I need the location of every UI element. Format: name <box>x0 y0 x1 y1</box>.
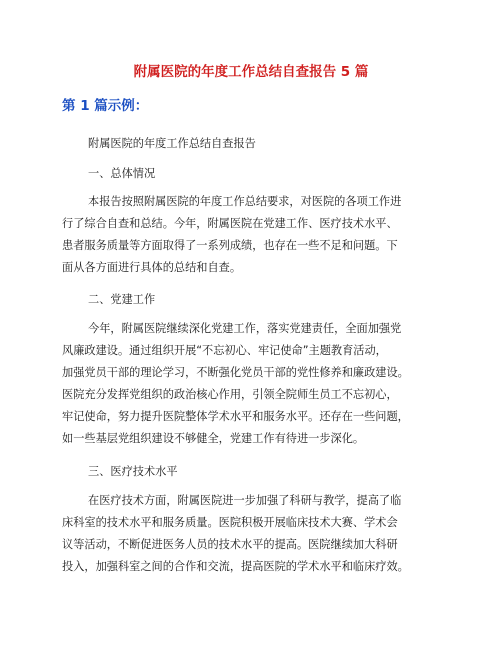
paragraph-line: 床科室的技术水平和服务质量。医院积极开展临床技术大赛、学术会 <box>62 516 398 529</box>
sample-heading: 第 1 篇示例： <box>62 98 149 114</box>
paragraph-line: 行了综合自查和总结。今年，附属医院在党建工作、医疗技术水平、 <box>62 217 398 230</box>
paragraph-line: 面从各方面进行具体的总结和自查。 <box>62 261 242 274</box>
report-subtitle: 附属医院的年度工作总结自查报告 <box>88 137 256 150</box>
document-title: 附属医院的年度工作总结自查报告 5 篇 <box>133 64 369 80</box>
paragraph-line: 医院充分发挥党组织的政治核心作用，引领全院师生员工不忘初心， <box>62 388 398 401</box>
paragraph-line: 投入，加强科室之间的合作和交流，提高医院的学术水平和临床疗效。 <box>62 560 409 573</box>
paragraph-line: 加强党员干部的理论学习，不断强化党员干部的党性修养和廉政建设。 <box>62 366 409 379</box>
paragraph-line: 牢记使命，努力提升医院整体学术水平和服务水平。还存在一些问题， <box>62 410 409 423</box>
paragraph-line: 本报告按照附属医院的年度工作总结要求，对医院的各项工作进 <box>88 195 402 208</box>
paragraph-line: 如一些基层党组织建设不够健全，党建工作有待进一步深化。 <box>62 432 365 445</box>
paragraph-line: 在医疗技术方面，附属医院进一步加强了科研与教学，提高了临 <box>88 494 402 507</box>
paragraph-line: 患者服务质量等方面取得了一系列成绩，也存在一些不足和问题。下 <box>62 239 398 252</box>
section-heading-medical-technology: 三、医疗技术水平 <box>88 465 178 478</box>
paragraph-line: 今年，附属医院继续深化党建工作，落实党建责任，全面加强党 <box>88 322 402 335</box>
paragraph-line: 议等活动，不断促进医务人员的技术水平的提高。医院继续加大科研 <box>62 538 398 551</box>
section-heading-overview: 一、总体情况 <box>88 167 156 180</box>
paragraph-line: 风廉政建设。通过组织开展“不忘初心、牢记使命”主题教育活动， <box>62 344 387 357</box>
section-heading-party-building: 二、党建工作 <box>88 293 156 306</box>
